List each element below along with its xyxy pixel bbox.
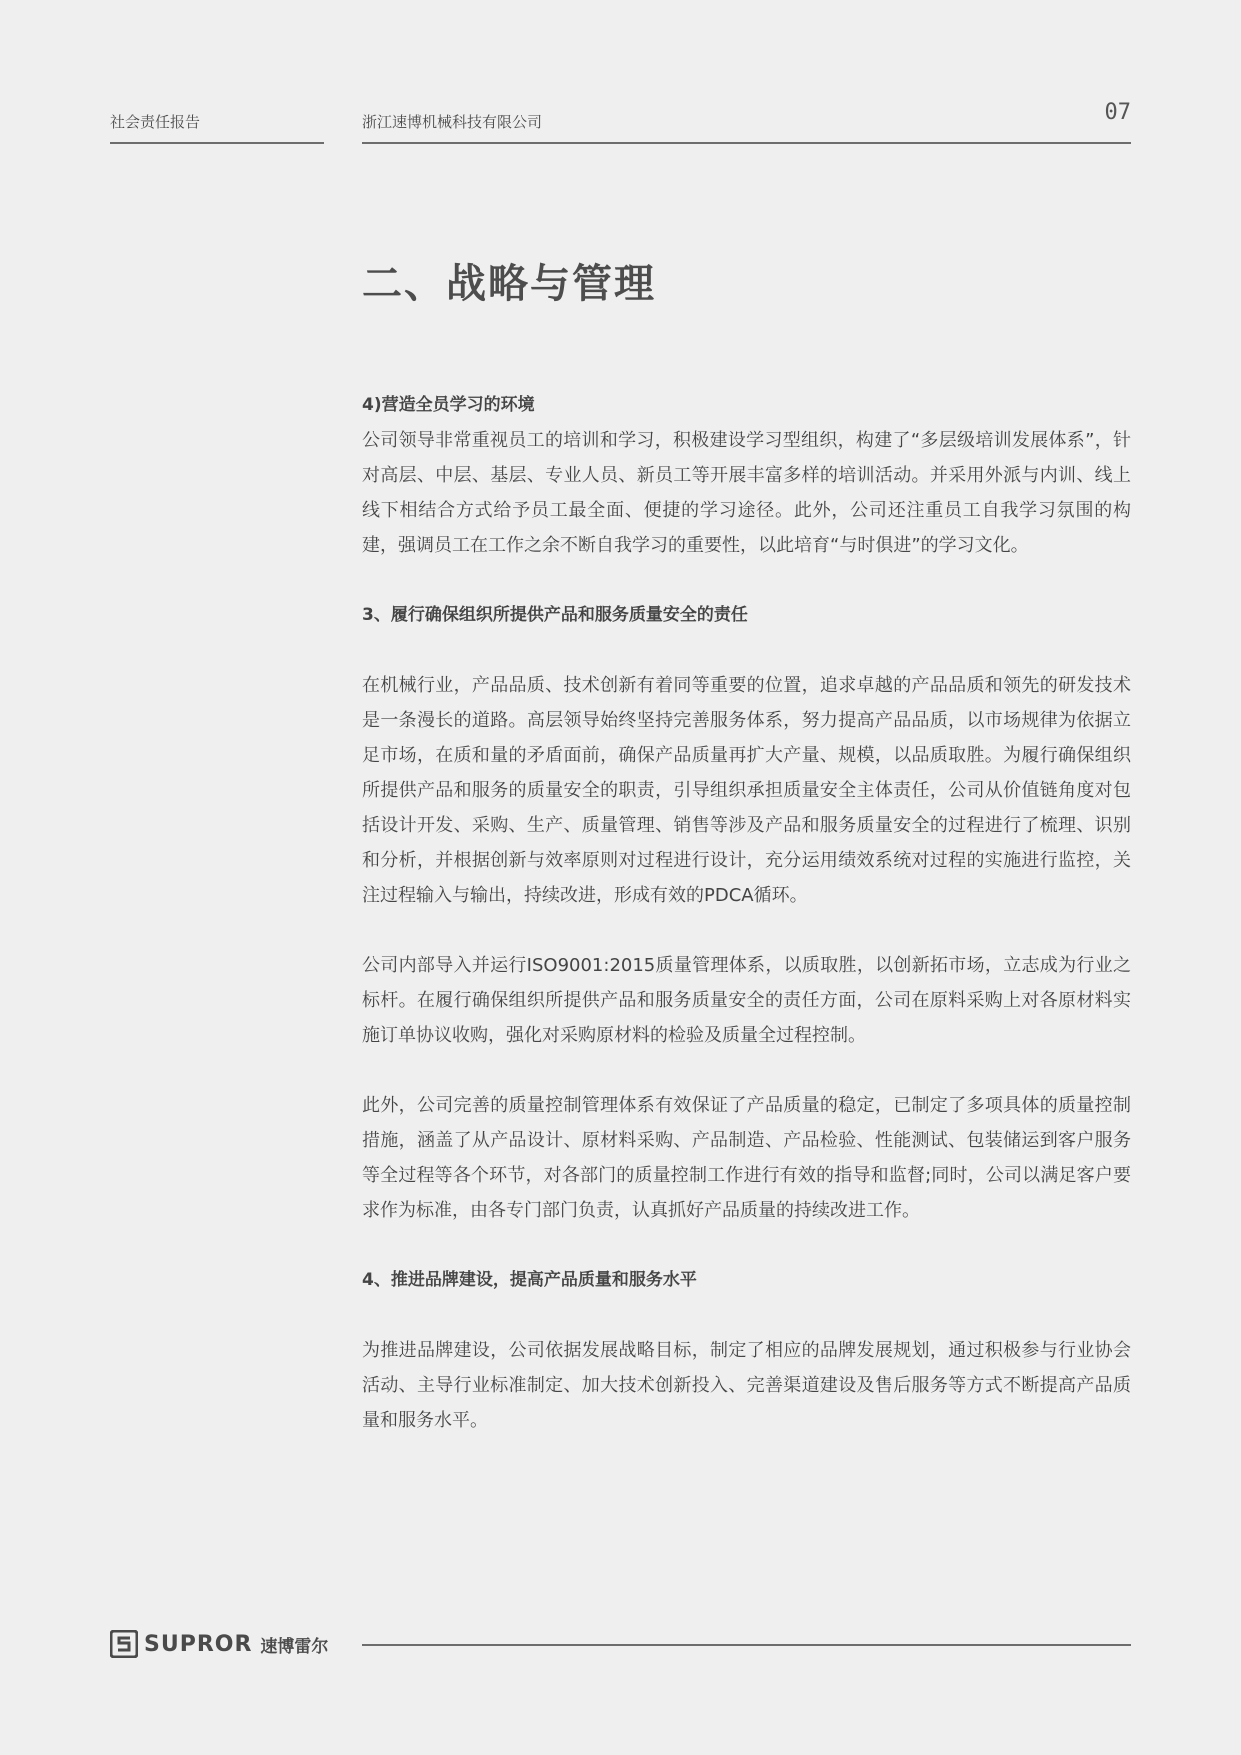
section-heading: 4)营造全员学习的环境 bbox=[362, 395, 535, 415]
main-content bbox=[362, 388, 1131, 1438]
paragraph: 公司内部导入并运行ISO9001:2015质量管理体系，以质取胜，以创新拓市场，立志成为行业之标杆。在履行确保组织所提供产品和服务质量安全的责任方面，公司在原料采购上对各原材料实施订单协议收购，强化对采购原材料的检验及质量全过程控制。 bbox=[362, 955, 1131, 1046]
logo-text: SUPROR bbox=[144, 1631, 253, 1657]
logo-text-cn: 速博雷尔 bbox=[260, 1636, 329, 1657]
paragraph: 在机械行业，产品品质、技术创新有着同等重要的位置，追求卓越的产品品质和领先的研发技术是一条漫长的道路。高层领导始终坚持完善服务体系，努力提高产品品质，以市场规律为依据立足市场，在质和量的矛盾面前，确保产品质量再扩大产量、规模，以品质取胜。为履行确保组织所提供产品和服务的质量安全的职责，引导组织承担质量安全主体责任，公司从价值链角度对包括设计开发、采购、生产、质量管理、销售等涉及产品和服务质量安全的过程进行了梳理、识别和分析，并根据创新与效率原则对过程进行设计，充分运用绩效系统对过程的实施进行监控，关注过程输入与输出，持续改进，形成有效的PDCA循环。 bbox=[362, 675, 1131, 906]
header-divider-right bbox=[362, 142, 1131, 144]
paragraph: 公司领导非常重视员工的培训和学习，积极建设学习型组织，构建了“多层级培训发展体系”，针对高层、中层、基层、专业人员、新员工等开展丰富多样的培训活动。并采用外派与内训、线上线下相结合方式给予员工最全面、便捷的学习途径。此外，公司还注重员工自我学习氛围的构建，强调员工在工作之余不断自我学习的重要性，以此培育“与时俱进”的学习文化。 bbox=[362, 430, 1131, 556]
paragraph: 此外，公司完善的质量控制管理体系有效保证了产品质量的稳定，已制定了多项具体的质量控制措施，涵盖了从产品设计、原材料采购、产品制造、产品检验、性能测试、包装储运到客户服务等全过程等各个环节，对各部门的质量控制工作进行有效的指导和监督;同时，公司以满足客户要求作为标准，由各专门部门负责，认真抓好产品质量的持续改进工作。 bbox=[362, 1095, 1131, 1221]
page-title: 二、战略与管理 bbox=[362, 261, 656, 307]
header-divider-left bbox=[110, 142, 324, 144]
report-name: 社会责任报告 bbox=[110, 113, 201, 131]
brand-logo bbox=[110, 1630, 328, 1658]
supror-logo-icon bbox=[110, 1630, 138, 1658]
page-number: 07 bbox=[1104, 100, 1131, 125]
section-heading: 4、推进品牌建设，提高产品质量和服务水平 bbox=[362, 1270, 697, 1290]
company-name: 浙江速博机械科技有限公司 bbox=[362, 113, 543, 131]
section-heading: 3、履行确保组织所提供产品和服务质量安全的责任 bbox=[362, 605, 748, 625]
paragraph: 为推进品牌建设，公司依据发展战略目标，制定了相应的品牌发展规划，通过积极参与行业协会活动、主导行业标准制定、加大技术创新投入、完善渠道建设及售后服务等方式不断提高产品质量和服务水平。 bbox=[362, 1340, 1131, 1431]
footer-divider bbox=[362, 1644, 1131, 1646]
